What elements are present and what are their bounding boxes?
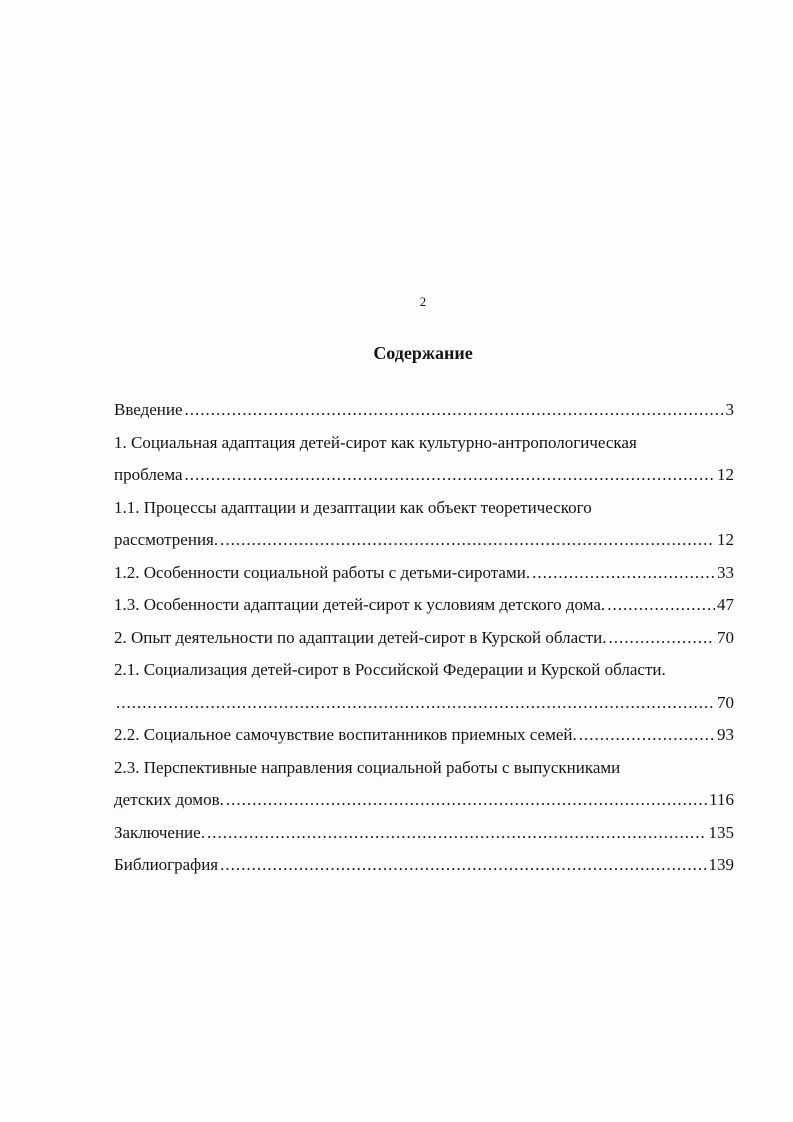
toc-leader-dots <box>579 719 715 752</box>
toc-entry-bibliography <box>114 849 734 882</box>
toc-entry-text: Библиография <box>114 855 219 874</box>
toc-leader-dots <box>207 817 707 850</box>
toc-entry-section-2-3-heading <box>114 752 734 785</box>
toc-entry-text: 2.3. Перспективные направления социальной работы с выпускниками <box>114 757 621 777</box>
toc-entry-text: 2. Опыт деятельности по адаптации детей-сирот в Курской области. <box>114 627 607 647</box>
toc-leader-dots <box>607 589 715 622</box>
toc-entry-text: 1.3. Особенности адаптации детей-сирот к условиям детского дома. <box>114 595 606 614</box>
toc-page-number: 139 <box>708 855 734 874</box>
toc-page-number: 70 <box>717 692 734 712</box>
toc-entry-text: Введение <box>114 400 183 419</box>
page-title: Содержание <box>373 343 473 363</box>
toc-entry-section-1-1-heading <box>114 492 734 525</box>
toc-page-number: 116 <box>709 790 734 809</box>
toc-entry-text: рассмотрения. <box>114 530 219 549</box>
page-number: 2 <box>419 294 427 309</box>
toc-page-number: 12 <box>717 530 734 549</box>
toc-leader-dots <box>220 524 715 557</box>
table-of-contents <box>114 394 734 882</box>
toc-page-number: 12 <box>717 465 734 484</box>
toc-leader-dots <box>226 784 707 817</box>
toc-entry-text: 1.1. Процессы адаптации и дезаптации как объект теоретического <box>114 497 592 517</box>
toc-entry-text: 2.1. Социализация детей-сирот в Российской Федерации и Курской области. <box>114 660 666 679</box>
toc-entry-chapter-1-heading <box>114 427 734 460</box>
toc-entry-section-2-1-heading <box>114 654 734 687</box>
toc-leader-dots <box>220 849 706 882</box>
toc-entry-text: Заключение. <box>114 822 205 842</box>
toc-entry-chapter-1 <box>114 459 734 492</box>
toc-entry-section-1-2 <box>114 557 734 590</box>
toc-entry-conclusion <box>114 817 734 850</box>
toc-page-number: 47 <box>717 595 734 614</box>
toc-page-number: 33 <box>717 562 734 582</box>
toc-page-number: 135 <box>708 822 734 842</box>
toc-entry-section-2-2 <box>114 719 734 752</box>
toc-page-number: 70 <box>717 627 734 647</box>
toc-page-number: 3 <box>725 400 734 419</box>
toc-entry-text: 1. Социальная адаптация детей-сирот как культурно-антропологическая <box>114 432 637 452</box>
toc-leader-dots <box>185 394 724 427</box>
toc-entry-text: проблема <box>114 465 183 484</box>
toc-leader-dots <box>532 557 715 590</box>
toc-entry-text: детских домов. <box>114 790 224 809</box>
toc-leader-dots <box>116 687 715 720</box>
toc-entry-section-1-1 <box>114 524 734 557</box>
toc-entry-text: 1.2. Особенности социальной работы с детьми-сиротами. <box>114 562 531 582</box>
toc-entry-chapter-2 <box>114 622 734 655</box>
toc-entry-introduction <box>114 394 734 427</box>
toc-entry-section-2-1 <box>114 687 734 720</box>
toc-entry-section-1-3 <box>114 589 734 622</box>
toc-page-number: 93 <box>717 725 734 744</box>
toc-leader-dots <box>185 459 715 492</box>
toc-leader-dots <box>608 622 715 655</box>
toc-entry-text: 2.2. Социальное самочувствие воспитанников приемных семей. <box>114 725 577 744</box>
toc-entry-section-2-3 <box>114 784 734 817</box>
